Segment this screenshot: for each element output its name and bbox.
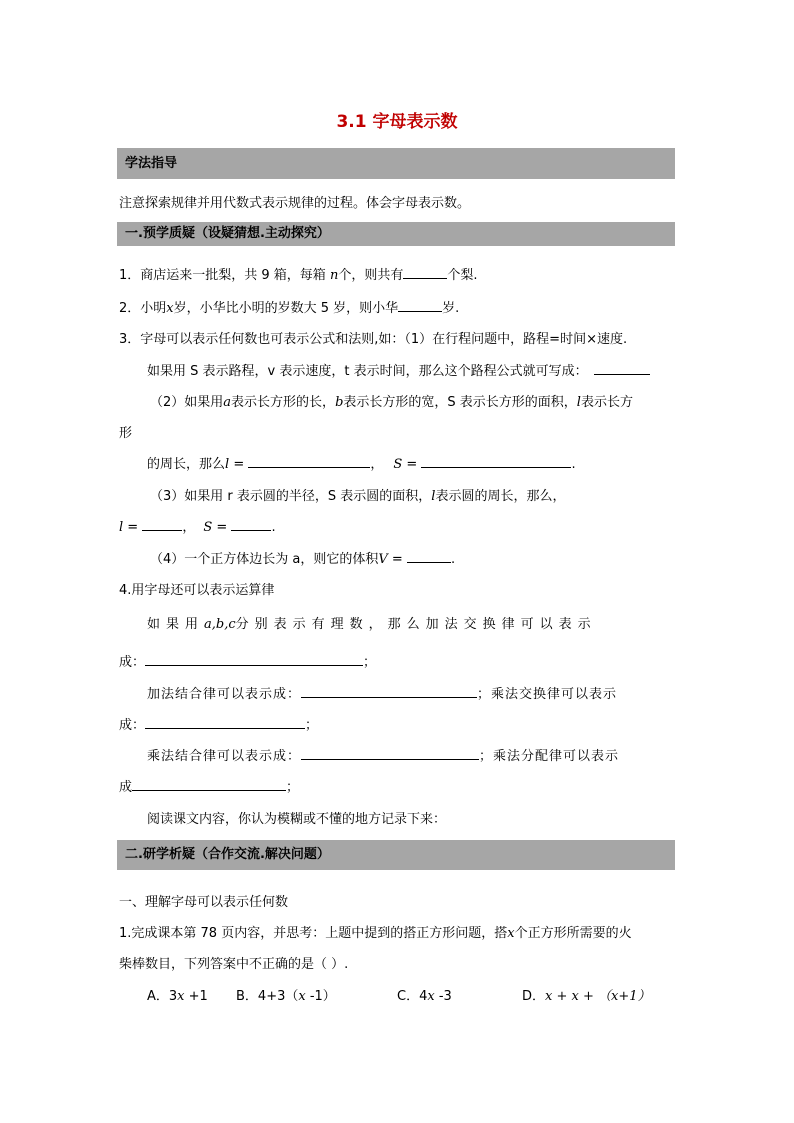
- part-1-question-line-2: 柴棒数目，下列答案中不正确的是（ ）.: [119, 957, 349, 972]
- option-a[interactable]: A．3x +1: [147, 989, 208, 1004]
- section-header-research: 二.研学析疑（合作交流.解决问题）: [117, 840, 675, 870]
- question-3-line-4: 形: [119, 426, 133, 441]
- question-4-line-2: 成： ；: [119, 655, 377, 670]
- question-1: 1．商店运来一批梨，共 9 箱，每箱 n个，则共有 个梨.: [119, 268, 478, 283]
- question-4-line-1: 如果用a,b,c分别表示有理数，那么加法交换律可以表示: [147, 617, 597, 632]
- question-3-line-8: （4）一个正方体边长为 a，则它的体积V = .: [150, 552, 456, 567]
- question-3-line-3: （2）如果用a表示长方形的长，b表示长方形的宽，S 表示长方形的面积，l表示长方: [150, 395, 633, 410]
- answer-blank[interactable]: [145, 653, 363, 666]
- answer-blank[interactable]: [407, 550, 451, 563]
- question-2: 2．小明x岁，小华比小明的岁数大 5 岁，则小华 岁.: [119, 301, 460, 316]
- answer-blank[interactable]: [231, 518, 271, 531]
- option-c[interactable]: C．4x -3: [397, 989, 452, 1004]
- part-1-title: 一、理解字母可以表示任何数: [119, 895, 289, 910]
- answer-blank[interactable]: [403, 266, 447, 279]
- page-title: 3.1 字母表示数: [336, 112, 458, 132]
- answer-blank[interactable]: [248, 455, 370, 468]
- question-3-line-6: （3）如果用 r 表示圆的半径，S 表示圆的面积，l表示圆的周长，那么，: [150, 489, 566, 504]
- question-4-line-3: 加法结合律可以表示成： ；乘法交换律可以表示: [147, 687, 618, 702]
- answer-blank[interactable]: [421, 455, 571, 468]
- option-b[interactable]: B．4+3（x -1）: [236, 989, 336, 1004]
- answer-blank[interactable]: [301, 685, 477, 698]
- answer-blank[interactable]: [132, 778, 286, 791]
- reading-note: 阅读课文内容，你认为模糊或不懂的地方记录下来：: [147, 812, 447, 827]
- answer-blank[interactable]: [398, 299, 442, 312]
- answer-blank[interactable]: [145, 716, 305, 729]
- question-3-line-7: l = ， S = .: [119, 520, 276, 535]
- question-3-line-1: 3．字母可以表示任何数也可表示公式和法则,如：（1）在行程问题中，路程=时间×速度.: [119, 332, 628, 347]
- section-header-study-guide: 学法指导: [117, 148, 675, 179]
- question-4-title: 4.用字母还可以表示运算律: [119, 583, 275, 598]
- question-4-line-5: 乘法结合律可以表示成： ；乘法分配律可以表示: [147, 749, 620, 764]
- question-4-line-4: 成： ；: [119, 718, 319, 733]
- part-1-question-line-1: 1.完成课本第 78 页内容，并思考：上题中提到的搭正方形问题，搭x个正方形所需要的火: [119, 926, 632, 941]
- answer-blank[interactable]: [594, 362, 650, 375]
- question-4-line-6: 成 ；: [119, 780, 300, 795]
- section-header-preview: 一.预学质疑（设疑猜想.主动探究）: [117, 222, 675, 246]
- option-d[interactable]: D．x + x + （x+1）: [522, 989, 651, 1004]
- answer-blank[interactable]: [301, 747, 479, 760]
- question-3-line-2: 如果用 S 表示路程，v 表示速度，t 表示时间，那么这个路程公式就可写成：: [147, 360, 650, 379]
- study-guide-text: 注意探索规律并用代数式表示规律的过程。体会字母表示数。: [119, 196, 471, 211]
- question-3-line-5: 的周长，那么l = ， S = .: [147, 457, 576, 472]
- answer-blank[interactable]: [142, 518, 182, 531]
